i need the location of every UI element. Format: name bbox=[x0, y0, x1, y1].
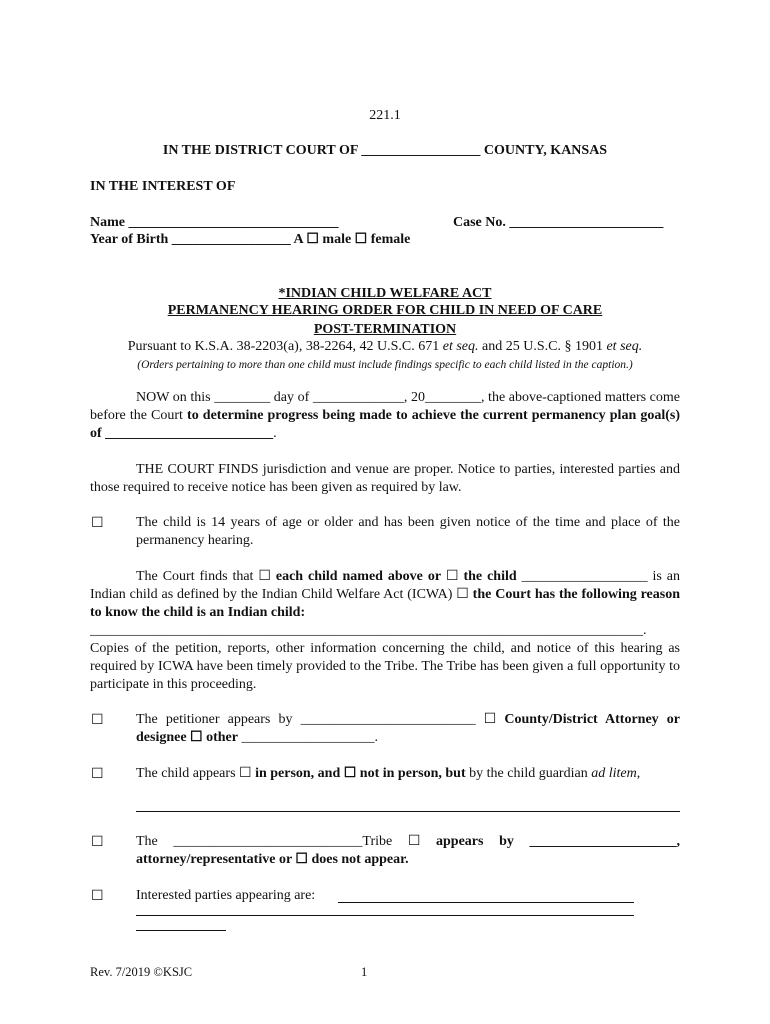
case-number-field: Case No. ______________________ bbox=[453, 215, 664, 230]
findings-paragraph: THE COURT FINDS jurisdiction and venue are proper. Notice to parties, interested parties and those required to receive notice has been given as required by law. bbox=[90, 462, 680, 495]
icwa-text-e: __________________ is an Indian child as defined by the Indian Child Welfare Act (ICWA) ☐ bbox=[90, 569, 680, 602]
child-appears-blank-line bbox=[136, 811, 680, 812]
footer-revision: Rev. 7/2019 ©KSJC bbox=[90, 965, 193, 979]
petitioner-text-c: ___________________. bbox=[237, 730, 378, 745]
child-text-e: , bbox=[636, 766, 641, 781]
petitioner-text-a: The petitioner appears by _________________________ ☐ bbox=[136, 712, 505, 727]
now-text-bold: to determine progress being made to achieve the current permanency plan goal(s) of ________________________ bbox=[90, 408, 680, 441]
court-heading: IN THE DISTRICT COURT OF _________________ COUNTY, KANSAS bbox=[162, 143, 608, 158]
icwa-text-b: each child named above or bbox=[275, 569, 442, 584]
statute-text-a: Pursuant to K.S.A. 38-2203(a), 38-2264, 42 U.S.C. 671 bbox=[127, 339, 443, 354]
interested-parties-line-2 bbox=[136, 915, 634, 916]
statute-text-d: et seq. bbox=[606, 339, 643, 354]
title-line-2: PERMANENCY HEARING ORDER FOR CHILD IN NEED OF CARE bbox=[167, 303, 603, 318]
interested-parties-text: Interested parties appearing are: bbox=[136, 888, 316, 903]
icwa-text-f: the Court has the following reason to know the child is an Indian child: bbox=[90, 587, 681, 620]
icwa-paragraph bbox=[90, 568, 680, 622]
now-text-end: . bbox=[273, 426, 277, 441]
child-text-c: by the child guardian bbox=[465, 766, 592, 781]
icwa-reason-blank: _______________________________________________________________________________. bbox=[90, 623, 647, 638]
statute-text-c: and 25 U.S.C. § 1901 bbox=[478, 339, 607, 354]
icwa-text-d: the child bbox=[463, 569, 517, 584]
petitioner-checkbox[interactable]: ☐ bbox=[91, 712, 104, 728]
tribe-text-a: The ___________________________Tribe ☐ bbox=[136, 834, 437, 849]
title-line-1: *INDIAN CHILD WELFARE ACT bbox=[278, 286, 492, 301]
name-field: Name ______________________________ bbox=[90, 215, 339, 230]
statute-text-b: et seq. bbox=[442, 339, 479, 354]
title-line-3: POST-TERMINATION bbox=[313, 322, 457, 337]
interested-parties-line-1 bbox=[338, 902, 634, 903]
interest-of-label: IN THE INTEREST OF bbox=[90, 179, 236, 194]
icwa-copies-paragraph: Copies of the petition, reports, other information concerning the child, and notice of this hearing as required by ICWA have been timely provided to the Tribe. The Tribe has been given a full opportunity to participate in this proceeding. bbox=[90, 641, 680, 692]
child-text-b: in person, and ☐ not in person, but bbox=[255, 766, 466, 781]
petitioner-item-text bbox=[136, 711, 680, 747]
interested-parties-line-3 bbox=[136, 930, 226, 931]
interested-parties-checkbox[interactable]: ☐ bbox=[91, 888, 104, 904]
child-appears-item-text bbox=[136, 765, 680, 783]
child-text-a: The child appears ☐ bbox=[136, 766, 256, 781]
caption-note: (Orders pertaining to more than one child must include findings specific to each child listed in the caption.) bbox=[137, 359, 633, 371]
tribe-item-text bbox=[136, 833, 680, 869]
age-item-text: The child is 14 years of age or older and has been given notice of the time and place of the permanency hearing. bbox=[136, 515, 680, 548]
tribe-text-b: appears by _____________________, attorney/representative or ☐ does not appear. bbox=[136, 834, 680, 867]
tribe-checkbox[interactable]: ☐ bbox=[91, 834, 104, 850]
statute-reference bbox=[0, 338, 770, 356]
now-paragraph bbox=[90, 389, 680, 443]
petitioner-text-b: County/District Attorney or designee ☐ other bbox=[136, 712, 681, 745]
child-text-d: ad litem bbox=[591, 766, 637, 781]
age-checkbox[interactable]: ☐ bbox=[91, 515, 104, 531]
page-number: 1 bbox=[361, 965, 368, 979]
icwa-text-a: The Court finds that ☐ bbox=[136, 569, 276, 584]
birth-sex-field: Year of Birth _________________ A ☐ male ☐ female bbox=[90, 232, 411, 247]
now-text: NOW on this ________ day of _____________, 20________, the above-captioned matters come before the Court bbox=[90, 390, 680, 423]
form-number: 221.1 bbox=[369, 108, 401, 123]
icwa-text-c: ☐ bbox=[441, 569, 464, 584]
child-appears-checkbox[interactable]: ☐ bbox=[91, 766, 104, 782]
